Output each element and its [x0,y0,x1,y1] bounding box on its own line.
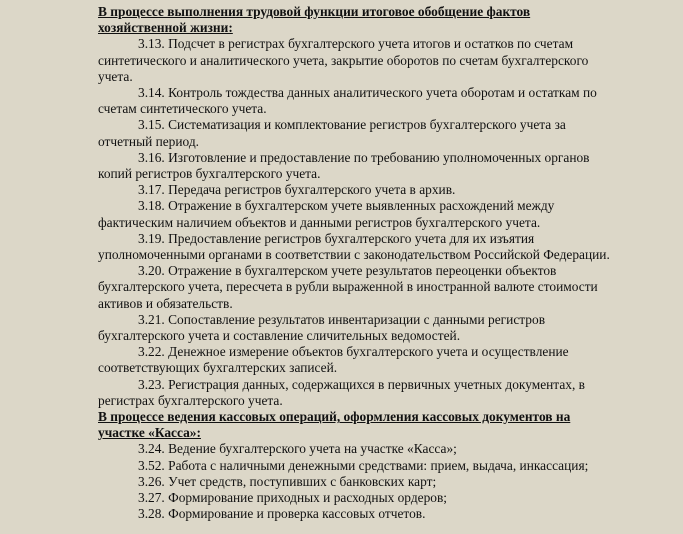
list-item: 3.16. Изготовление и предоставление по требованию уполномоченных органов копий регистров бухгалтерского учета. [98,149,590,182]
list-item: 3.23. Регистрация данных, содержащихся в первичных учетных документах, в регистрах бухгалтерского учета. [98,376,585,408]
list-item: 3.27. Формирование приходных и расходных ордеров; [138,490,448,506]
list-item: 3.15. Систематизация и комплектование регистров бухгалтерского учета за отчетный период. [98,117,566,149]
list-item: 3.28. Формирование и проверка кассовых отчетов. [138,506,426,522]
list-item: 3.19. Предоставление регистров бухгалтерского учета для их изъятия уполномоченными органами в соответствии с законодательством Российской Федерации. [98,230,610,263]
section-heading: В процессе ведения кассовых операций, оформления кассовых документов на участке «Касса»: [98,409,571,441]
list-item: 3.20. Отражение в бухгалтерском учете результатов переоценки объектов бухгалтерского учета, пересчета в рубли выраженной в иностранной валюте стоимости активов и обязательств. [98,263,598,311]
list-item: 3.22. Денежное измерение объектов бухгалтерского учета и осуществление соответствующих бухгалтерских записей. [98,344,569,376]
list-item: 3.24. Ведение бухгалтерского учета на участке «Касса»; [138,441,457,457]
list-item: 3.26. Учет средств, поступивших с банковских карт; [138,473,437,489]
list-item: 3.17. Передача регистров бухгалтерского учета в архив. [138,182,456,198]
section-heading: В процессе выполнения трудовой функции итоговое обобщение фактов хозяйственной жизни: [98,4,531,36]
list-item: 3.13. Подсчет в регистрах бухгалтерского учета итогов и остатков по счетам синтетического и аналитического учета, закрытие оборотов по счетам бухгалтерского учета. [98,36,589,84]
list-item: 3.18. Отражение в бухгалтерском учете выявленных расхождений между фактическим наличием объектов и данными регистров бухгалтерского учета. [98,198,555,230]
list-item: 3.21. Сопоставление результатов инвентаризации с данными регистров бухгалтерского учета и составление сличительных ведомостей. [98,311,546,344]
list-item: 3.52. Работа с наличными денежными средствами: прием, выдача, инкассация; [138,457,589,473]
list-item: 3.14. Контроль тождества данных аналитического учета оборотам и остаткам по счетам синтетического учета. [98,85,597,117]
document-text [98,4,618,523]
